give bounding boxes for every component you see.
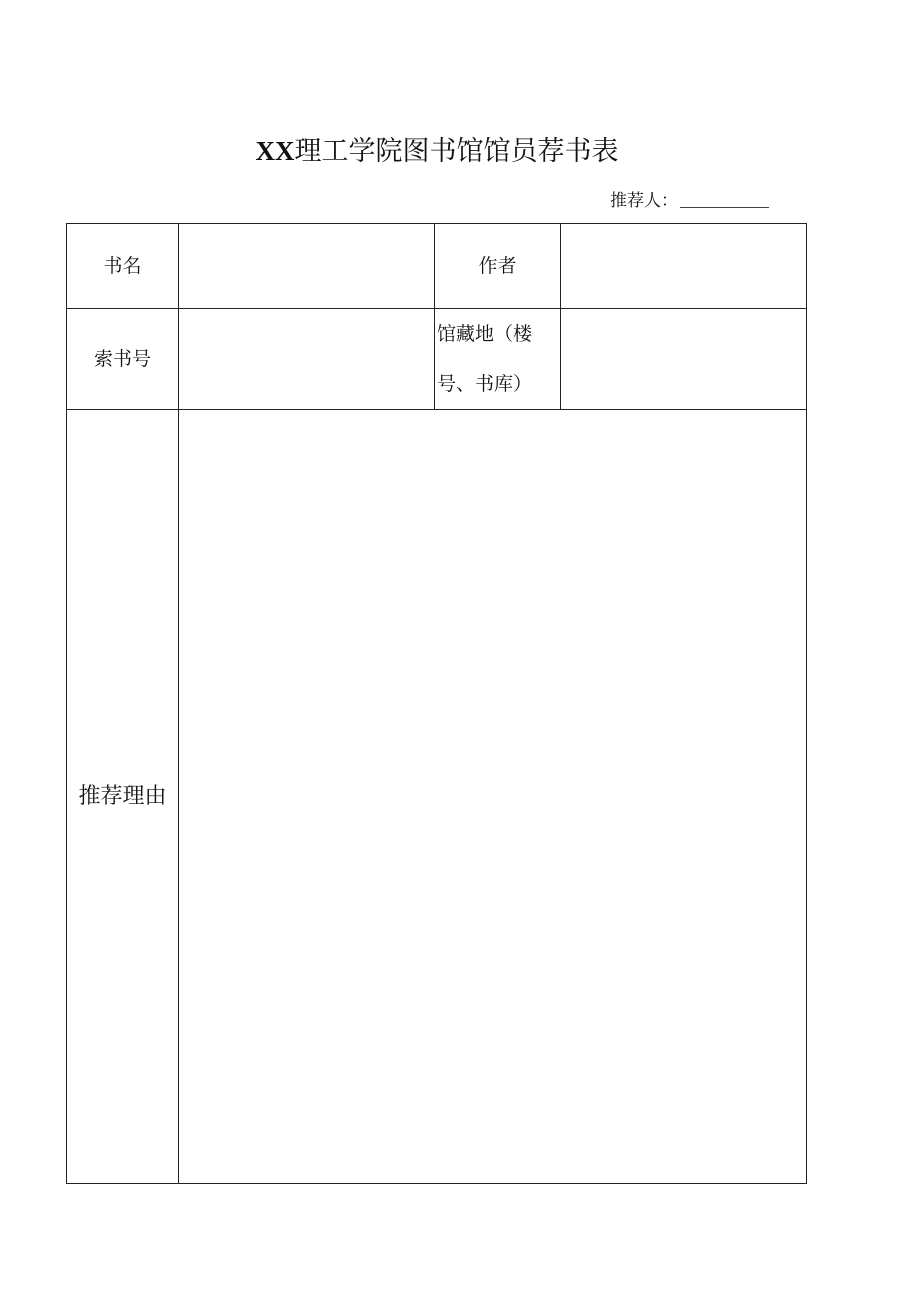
recommender-blank-line[interactable] [680, 188, 769, 208]
location-label [435, 309, 561, 410]
recommender-field [610, 188, 769, 214]
title-prefix: XX [255, 136, 295, 166]
recommendation-form-table [66, 223, 807, 1184]
book-title-value-cell[interactable] [179, 224, 435, 309]
author-label: 作者 [435, 224, 561, 309]
reason-value-cell[interactable] [179, 410, 807, 1184]
location-label-line1: 馆藏地（楼 [437, 323, 533, 345]
reason-label: 推荐理由 [67, 410, 179, 1184]
row-book-author [67, 224, 807, 309]
author-value-cell[interactable] [561, 224, 807, 309]
row-reason [67, 410, 807, 1184]
location-label-line2: 号、书库） [437, 373, 533, 395]
location-value-cell[interactable] [561, 309, 807, 410]
call-number-value-cell[interactable] [179, 309, 435, 410]
title-text: 理工学院图书馆馆员荐书表 [294, 136, 619, 167]
call-number-label: 索书号 [67, 309, 179, 410]
page-title [0, 133, 874, 170]
row-call-number-location [67, 309, 807, 410]
recommender-label: 推荐人： [610, 191, 678, 211]
book-title-label: 书名 [67, 224, 179, 309]
